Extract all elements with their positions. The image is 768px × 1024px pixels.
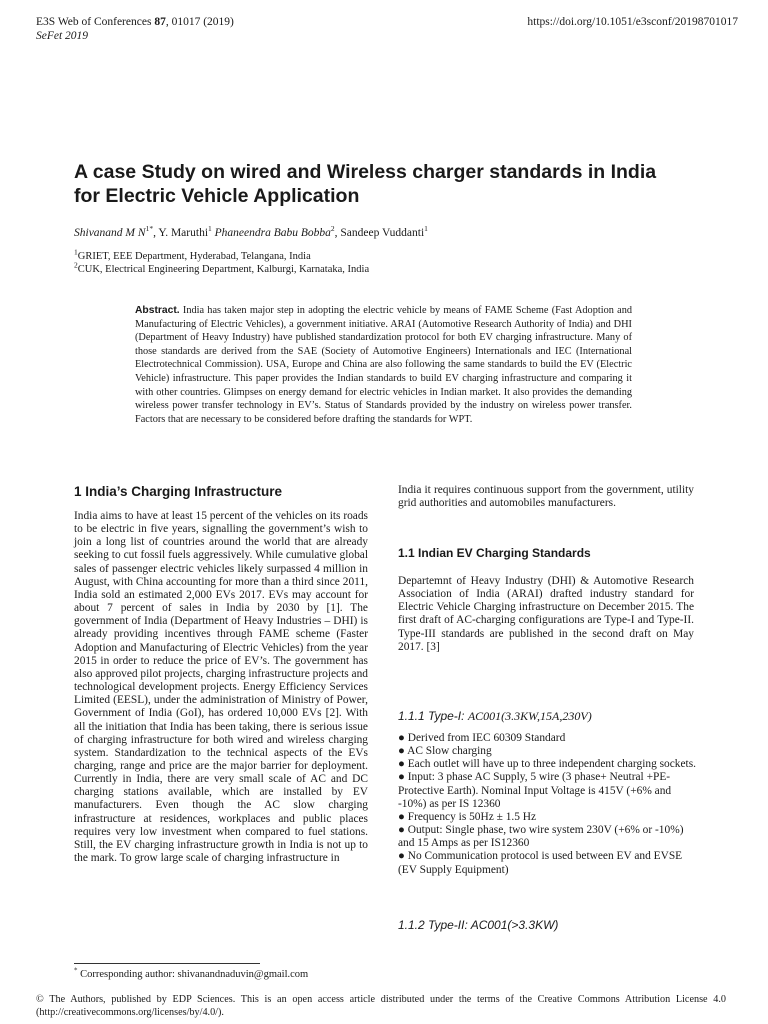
section-1-heading: 1 India’s Charging Infrastructure	[74, 484, 283, 499]
abstract-text: India has taken major step in adopting the electric vehicle by means of FAME Scheme (Fast Adoption and Manufacturing of Electric Vehicles), a government initiative. ARAI (Automotive Research Authority of India) and DHI (Department of Heavy Industry) have published standardization protocol for both EV charging infrastructure. Many of those standards are derived from the SAE (Society of Automotive Engineers) Internationals and IEC (International Electrotechnical Commission). USA, Europe and China are also following the same standards to build the EV (Electric Vehicle) infrastructure. This paper provides the Indian standards to build EV charging infrastructure and comparing it with other countries. Glimpses on energy demand for electric vehicles in Indian market. It also provides the demanding wireless power transfer technology in EV’s. Status of Standards provided by the industry on wireless power transfer. Factors that are necessary to be considered before drafting the standards for WPT.	[135, 305, 632, 425]
author-4: , Sandeep Vuddanti	[334, 227, 425, 239]
affiliation-1: $^1$GRIET, EEE Department, Hyderabad, Telangana, India	[74, 247, 311, 262]
type-1-spec-list	[398, 732, 698, 877]
doi-link[interactable]: https://doi.org/10.1051/e3sconf/20198701017	[527, 16, 738, 28]
running-header-left	[36, 15, 234, 43]
title-line-1: A case Study on wired and Wireless charger standards in India	[74, 161, 657, 183]
affiliation-2: $^2$CUK, Electrical Engineering Department, Kalburgi, Karnataka, India	[74, 260, 370, 275]
author-2: , Y. Maruthi	[153, 227, 209, 239]
list-item: ● Derived from IEC 60309 Standard	[398, 732, 566, 744]
section-1-body: India aims to have at least 15 percent of the vehicles on its roads to be electric in five years, signalling the government’s wish to join a long list of countries around the world that are already seeking to cut fossil fuels aggressively. While cumulative global sales of passenger electric vehicles likely surpassed 4 million in August, with China accounting for more than a third since 2011, India sold an estimated 2,000 EVs 2017. EVs may account for about 7 percent of sales in India by 2030 by [1]. The government of India (Department of Heavy Industries – DHI) is already providing incentives through FAME scheme (Faster Adoption and Manufacturing of Electric Vehicles) from the year 2015 in order to reduce the price of EV’s. The government has also approved pilot projects, charging infrastructure projects and technological development projects. Energy Efficiency Services Limited (EESL), under the administration of Ministry of Power, Government of India (GoI), has ordered 10,000 EVs [2]. With all the initiation that India has been taking, there is serious issue of charging infrastructure for both wired and wireless charging system. Standardization to the technical aspects of the EVs charging, range and price are the major barrier for deployment. Currently in India, there are very small scale of AC and DC charging stations available, which are installed by EV manufacturers. Even though the AC slow charging infrastructure at residences, workplaces and public places requires very low investment when compared to fuel stations. Still, the EV charging infrastructure growth in India is not up to the mark. To grow large scale of charging infrastructure in	[74, 510, 368, 865]
section-1-1-2-heading: 1.1.2 Type-II: AC001(>3.3KW)	[398, 918, 559, 932]
journal-citation: E3S Web of Conferences 87, 01017 (2019)	[36, 16, 234, 28]
affiliations	[74, 247, 370, 276]
list-item: ● No Communication protocol is used between EV and EVSE (EV Supply Equipment)	[398, 850, 683, 876]
license-notice: © The Authors, published by EDP Sciences. This is an open access article distributed under the terms of the Creative Commons Attribution License 4.0 (http://creativecommons.org/licenses/by/4.0/).	[36, 994, 726, 1018]
author-2-sup: 1	[208, 224, 212, 234]
section-1-1-body: Departemnt of Heavy Industry (DHI) & Automotive Research Association of India (ARAI) drafted industry standard for Electric Vehicle Charging infrastructure on December 2015. The first draft of AC-charging configurations are Type-I and Type-II. Type-III standards are published in the second draft on May 2017. [3]	[398, 575, 694, 653]
list-item: ● Input: 3 phase AC Supply, 5 wire (3 phase+ Neutral +PE- Protective Earth). Nominal Input Voltage is 415V (+6% and -10%) as per IS 12360	[398, 771, 672, 810]
author-3-sup: 2	[330, 224, 335, 234]
journal-volume: 87	[154, 16, 166, 28]
type-1-code: AC001(3.3KW,15A,230V)	[467, 709, 592, 723]
title-line-2: for Electric Vehicle Application	[74, 185, 360, 207]
footnote-rule	[74, 963, 260, 964]
footnote-mark: *	[74, 966, 78, 975]
paper-title	[74, 160, 714, 208]
list-item: ● AC Slow charging	[398, 745, 492, 758]
list-item: ● Each outlet will have up to three independent charging sockets.	[398, 758, 696, 771]
conference-name: SeFet 2019	[36, 30, 89, 42]
list-item: ● Output: Single phase, two wire system 230V (+6% or -10%) and 15 Amps as per IS12360	[398, 824, 684, 850]
section-1-body-continued: India it requires continuous support from the government, utility grid authorities and automobiles manufacturers.	[398, 484, 694, 510]
section-1-1-heading: 1.1 Indian EV Charging Standards	[398, 546, 591, 560]
abstract-label: Abstract.	[135, 305, 180, 316]
author-list	[74, 226, 428, 240]
author-1-sup: 1*	[145, 224, 154, 234]
abstract	[135, 304, 632, 426]
list-item: ● Frequency is 50Hz ± 1.5 Hz	[398, 810, 537, 823]
author-4-sup: 1	[424, 224, 428, 234]
author-3: Phaneendra Babu Bobba	[211, 227, 331, 239]
corresponding-author-footnote: * Corresponding author: shivanandnaduvin@gmail.com	[74, 966, 309, 980]
section-1-1-1-heading: 1.1.1 Type-I: AC001(3.3KW,15A,230V)	[398, 709, 592, 723]
author-1: Shivanand M N	[74, 227, 146, 239]
